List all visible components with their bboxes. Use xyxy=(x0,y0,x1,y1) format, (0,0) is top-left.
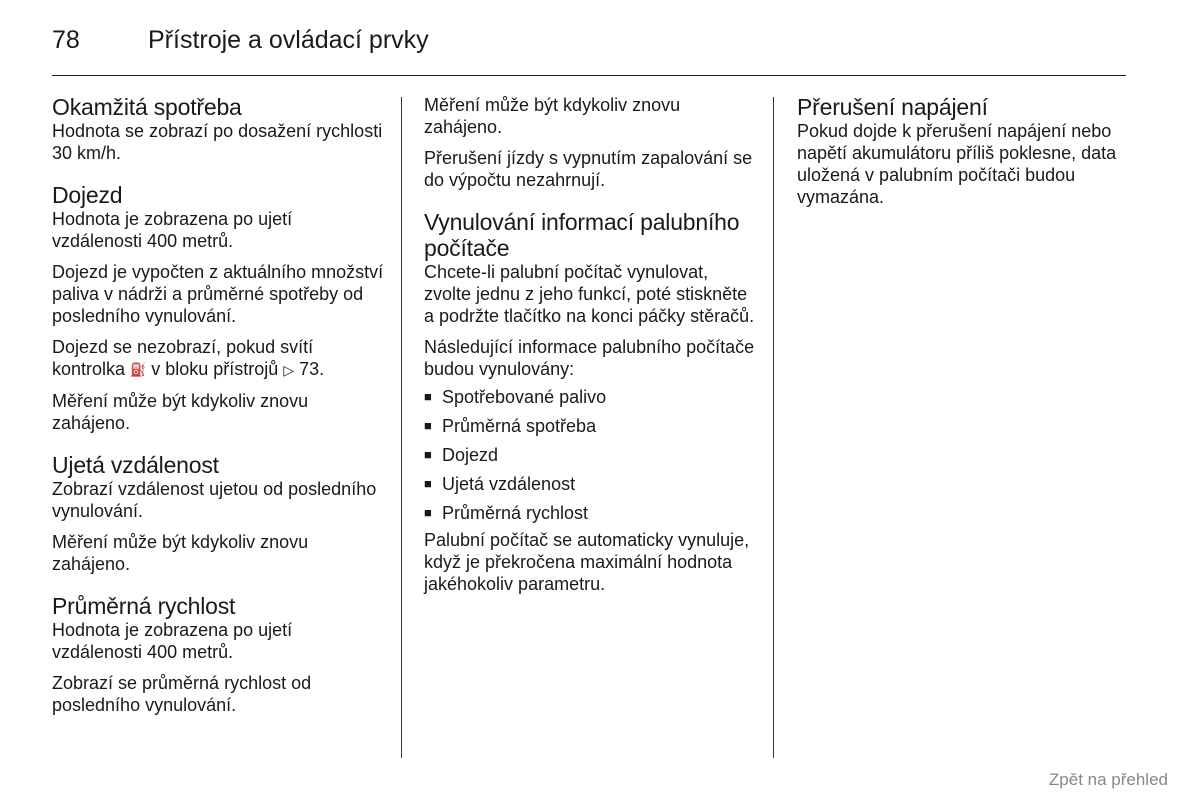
list-item: ■ Spotřebované palivo xyxy=(424,387,607,407)
list-item: ■ Průměrná rychlost xyxy=(424,503,589,523)
column-divider xyxy=(401,97,402,758)
page-number: 78 xyxy=(52,26,80,54)
page-title: Přístroje a ovládací prvky xyxy=(148,26,429,54)
column-middle xyxy=(424,94,759,595)
heading-power-interruption: Přerušení napájení xyxy=(797,94,988,120)
paragraph: Měření může být kdykoliv znovu zahájeno. xyxy=(52,532,309,574)
square-bullet-icon: ■ xyxy=(424,389,432,404)
paragraph: Hodnota se zobrazí po dosažení rychlosti 30 km/h. xyxy=(52,121,383,163)
paragraph: Měření může být kdykoliv znovu zahájeno. xyxy=(424,95,681,137)
list-item: ■ Ujetá vzdálenost xyxy=(424,474,576,494)
paragraph: Zobrazí se průměrná rychlost od posledního vynulování. xyxy=(52,673,312,715)
paragraph: Měření může být kdykoliv znovu zahájeno. xyxy=(52,391,309,433)
text: Dojezd se nezobrazí, pokud svítí kontrolka xyxy=(52,337,314,379)
paragraph: Hodnota je zobrazena po ujetí vzdálenosti 400 metrů. xyxy=(52,620,293,662)
square-bullet-icon: ■ xyxy=(424,505,432,520)
heading-instant-consumption: Okamžitá spotřeba xyxy=(52,94,242,120)
square-bullet-icon: ■ xyxy=(424,418,432,433)
column-right xyxy=(797,94,1132,208)
paragraph: Zobrazí vzdálenost ujetou od posledního vynulování. xyxy=(52,479,377,521)
list-item: ■ Dojezd xyxy=(424,445,499,465)
reset-list xyxy=(424,386,759,524)
paragraph: Dojezd je vypočten z aktuálního množství paliva v nádrži a průměrné spotřeby od posledního vynulování. xyxy=(52,262,384,326)
text: v bloku přístrojů xyxy=(151,359,279,379)
column-left xyxy=(52,94,387,716)
paragraph: Následující informace palubního počítače budou vynulovány: xyxy=(424,337,755,379)
page-reference-arrow-icon: ▷ xyxy=(283,362,295,378)
heading-average-speed: Průměrná rychlost xyxy=(52,593,236,619)
square-bullet-icon: ■ xyxy=(424,476,432,491)
paragraph: Hodnota je zobrazena po ujetí vzdálenosti 400 metrů. xyxy=(52,209,293,251)
square-bullet-icon: ■ xyxy=(424,447,432,462)
paragraph: Palubní počítač se automaticky vynuluje, když je překročena maximální hodnota jakéhokoliv parametru. xyxy=(424,530,750,594)
heading-range: Dojezd xyxy=(52,182,123,208)
heading-trip-distance: Ujetá vzdálenost xyxy=(52,452,219,478)
page-header xyxy=(52,24,1128,64)
column-divider xyxy=(773,97,774,758)
heading-reset-info: Vynulování informací palubního počítače xyxy=(424,209,740,261)
paragraph: Chcete-li palubní počítač vynulovat, zvolte jednu z jeho funkcí, poté stiskněte a podržte tlačítko na konci páčky stěračů. xyxy=(424,262,755,326)
paragraph: Pokud dojde k přerušení napájení nebo napětí akumulátoru příliš poklesne, data uložená v palubním počítači budou vymazána. xyxy=(797,121,1117,207)
list-item: ■ Průměrná spotřeba xyxy=(424,416,597,436)
header-rule xyxy=(52,75,1126,76)
fuel-pump-icon: ⛽ xyxy=(130,362,147,377)
back-to-overview-link[interactable]: Zpět na přehled xyxy=(1048,770,1168,789)
paragraph: Přerušení jízdy s vypnutím zapalování se do výpočtu nezahrnují. xyxy=(424,148,753,190)
page-reference[interactable]: 73. xyxy=(299,359,325,379)
paragraph-range-warning xyxy=(52,336,387,381)
